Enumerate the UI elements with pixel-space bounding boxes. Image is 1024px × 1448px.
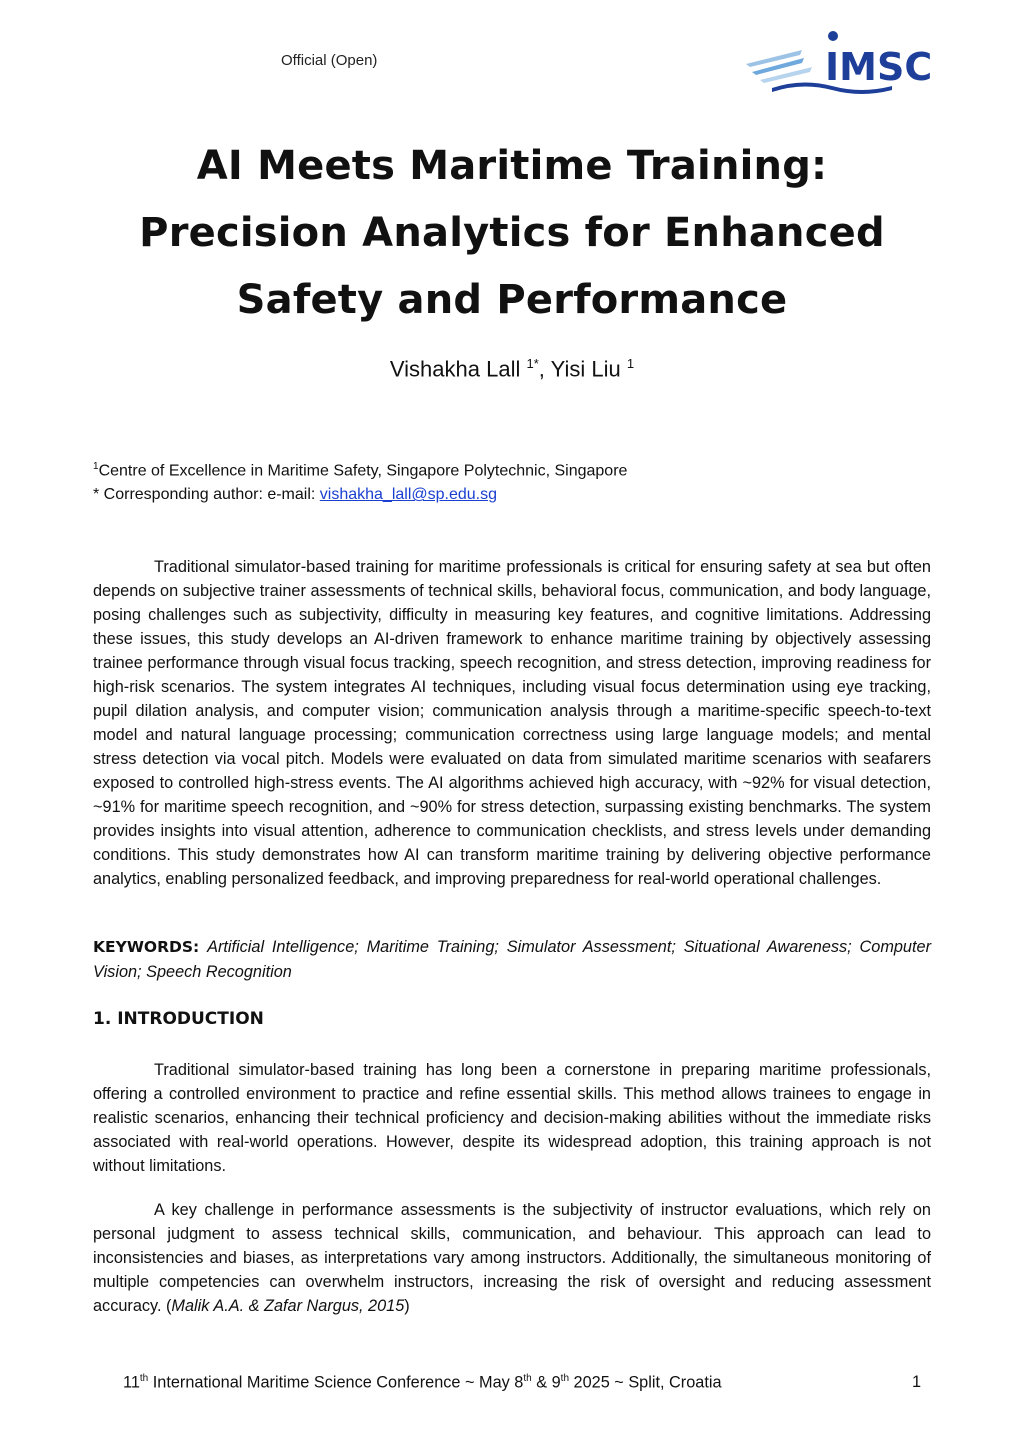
affiliation-block bbox=[93, 455, 627, 507]
intro-paragraph-2 bbox=[93, 1198, 931, 1318]
footer-location: 2025 ~ Split, Croatia bbox=[569, 1373, 722, 1392]
citation-open: ( bbox=[161, 1297, 172, 1315]
paper-title bbox=[90, 133, 934, 334]
affiliation-text: Centre of Excellence in Maritime Safety, Singapore Polytechnic, Singapore bbox=[98, 462, 628, 480]
author-2-name: Yisi Liu bbox=[550, 356, 621, 382]
corresponding-prefix: * Corresponding author: e-mail: bbox=[93, 486, 320, 504]
author-1-name: Vishakha Lall bbox=[389, 356, 521, 382]
author-list bbox=[0, 356, 1024, 382]
author-1-affil: 1* bbox=[526, 356, 539, 371]
keywords-label: KEYWORDS: bbox=[93, 938, 200, 956]
footer-date2-sup: th bbox=[560, 1373, 570, 1384]
title-line-1: AI Meets Maritime Training: bbox=[196, 143, 828, 189]
author-separator: , bbox=[538, 356, 545, 382]
imsc-logo-icon bbox=[742, 28, 934, 98]
footer-edition: 11 bbox=[123, 1373, 140, 1392]
footer-date2: & 9 bbox=[531, 1373, 561, 1392]
author-2-affil: 1 bbox=[626, 356, 635, 371]
footer-conf-name: International Maritime Science Conference ~ May 8 bbox=[148, 1373, 524, 1392]
intro-paragraph-1-text: Traditional simulator-based training has long been a cornerstone in preparing maritime professionals, offering a controlled environment to practice and refine essential skills. This method allows trainees to engage in realistic scenarios, enhancing their technical proficiency and decision-making abilities without the immediate risks associated with real-world operations. However, despite its widespread adoption, this training approach is not without limitations. bbox=[93, 1061, 931, 1175]
corresponding-line bbox=[93, 483, 627, 507]
keywords-text: Artificial Intelligence; Maritime Training; Simulator Assessment; Situational Awareness; Computer Vision; Speech Recognition bbox=[93, 938, 931, 981]
title-line-3: Safety and Performance bbox=[236, 277, 788, 323]
title-line-2: Precision Analytics for Enhanced bbox=[139, 210, 885, 256]
keywords bbox=[93, 935, 931, 985]
imsc-logo bbox=[742, 28, 934, 98]
affiliation-sup: 1 bbox=[93, 461, 99, 472]
intro-paragraph-2-text: A key challenge in performance assessments is the subjectivity of instructor evaluations, which rely on personal judgment to assess technical skills, communication, and behaviour. This approach can lead to inconsistencies and biases, as interpretations vary among instructors. Additionally, the simultaneous monitoring of multiple competencies can overwhelm instructors, increasing the risk of oversight and reducing assessment accuracy. bbox=[93, 1201, 931, 1315]
classification-label: Official (Open) bbox=[281, 52, 378, 69]
abstract bbox=[93, 555, 931, 891]
footer-edition-sup: th bbox=[139, 1373, 149, 1384]
citation-close: ) bbox=[404, 1297, 410, 1315]
abstract-text: Traditional simulator-based training for maritime professionals is critical for ensuring safety at sea but often depends on subjective trainer assessments of technical skills, behavioral focus, communication, and body language, posing challenges such as subjectivity, difficulty in measuring key features, and cognitive limitations. Addressing these issues, this study develops an AI-driven framework to enhance maritime training by objectively assessing trainee performance through visual focus tracking, speech recognition, and stress detection, improving readiness for high-risk scenarios. The system integrates AI techniques, including visual focus determination using eye tracking, pupil dilation analysis, and computer vision; communication analysis through a maritime-specific speech-to-text model and natural language processing; communication correctness using large language models; and mental stress detection via vocal pitch. Models were evaluated on data from simulated maritime scenarios with seafarers exposed to controlled high-stress events. The AI algorithms achieved high accuracy, with ~92% for visual detection, ~91% for maritime speech recognition, and ~90% for stress detection, surpassing existing benchmarks. The system provides insights into visual attention, adherence to communication checklists, and stress levels under demanding conditions. This study demonstrates how AI can transform maritime training by delivering objective performance analytics, enabling personalized feedback, and improving preparedness for real-world operational challenges. bbox=[93, 558, 931, 888]
page-number: 1 bbox=[912, 1373, 922, 1391]
citation: Malik A.A. & Zafar Nargus, 2015 bbox=[171, 1297, 405, 1315]
email-link[interactable]: vishakha_lall@sp.edu.sg bbox=[319, 486, 498, 504]
page-footer bbox=[123, 1373, 722, 1392]
intro-paragraph-1 bbox=[93, 1058, 931, 1178]
section-heading: 1. INTRODUCTION bbox=[93, 1009, 264, 1029]
footer-date1-sup: th bbox=[523, 1373, 532, 1384]
affiliation-line bbox=[93, 455, 627, 483]
logo-text: IMSC bbox=[825, 45, 933, 89]
